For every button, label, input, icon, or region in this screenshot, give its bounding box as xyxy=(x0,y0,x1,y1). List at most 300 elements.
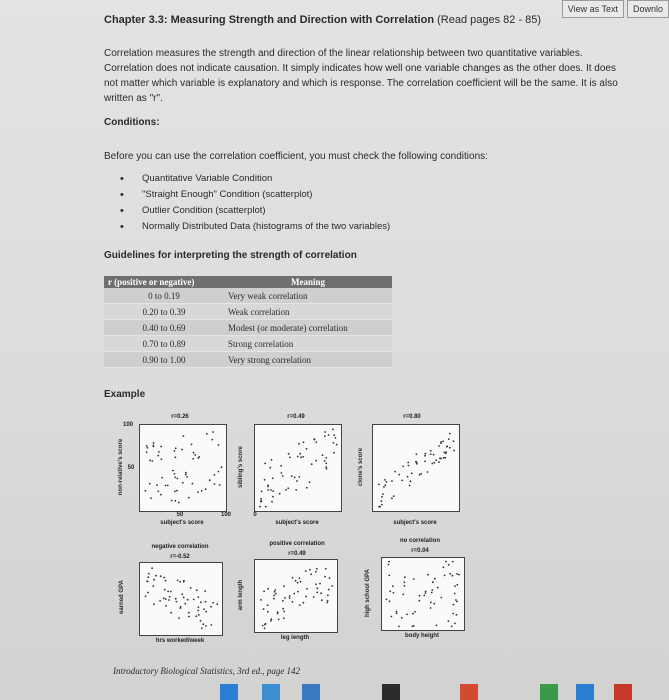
scatter-point xyxy=(168,599,170,601)
scatter-point xyxy=(170,612,172,614)
scatter-point xyxy=(449,573,451,575)
scatter-point xyxy=(212,431,214,433)
scatter-point xyxy=(413,578,415,580)
scatter-point xyxy=(271,501,273,503)
table-header-meaning: Meaning xyxy=(224,276,392,288)
scatter-point xyxy=(448,620,450,622)
cell-meaning: Very strong correlation xyxy=(224,352,392,368)
scatter-point xyxy=(299,453,301,455)
scatter-point xyxy=(391,480,393,482)
scatter-point xyxy=(205,625,207,627)
scatter-point xyxy=(165,485,167,487)
scatter-point xyxy=(331,585,333,587)
scatter-point xyxy=(444,575,446,577)
conditions-heading: Conditions: xyxy=(104,117,160,128)
example-heading: Example xyxy=(104,389,146,400)
scatter-point xyxy=(159,600,161,602)
scatter-point xyxy=(289,595,291,597)
scatter-point xyxy=(160,446,162,448)
scatter-point xyxy=(175,598,177,600)
scatter-point xyxy=(389,600,391,602)
scatter-point xyxy=(267,484,269,486)
scatter-point xyxy=(183,435,185,437)
scatter-point xyxy=(384,479,386,481)
scatter-point xyxy=(449,433,451,435)
scatter-point xyxy=(382,493,384,495)
scatter-point xyxy=(443,457,445,459)
plot-r-label: r=0.49 xyxy=(288,551,306,557)
scatter-point xyxy=(272,490,274,492)
scatter-point xyxy=(423,595,425,597)
scatter-point xyxy=(160,494,162,496)
scatter-point xyxy=(187,599,189,601)
scatter-point xyxy=(195,615,197,617)
scatter-point xyxy=(185,474,187,476)
scatter-point xyxy=(265,623,267,625)
scatter-point xyxy=(146,580,148,582)
scatter-point xyxy=(449,447,451,449)
scatter-point xyxy=(146,445,148,447)
plot-r-label: r=0.49 xyxy=(287,414,305,420)
scatter-point xyxy=(303,441,305,443)
scatter-point xyxy=(431,463,433,465)
scatter-point xyxy=(174,477,176,479)
scatter-point xyxy=(297,456,299,458)
scatter-point xyxy=(184,603,186,605)
scatter-point xyxy=(306,487,308,489)
scatter-point xyxy=(182,482,184,484)
cell-range: 0.40 to 0.69 xyxy=(104,320,224,336)
scatter-point xyxy=(218,471,220,473)
scatter-point xyxy=(149,483,151,485)
scatter-point xyxy=(316,592,318,594)
scatter-point xyxy=(454,585,456,587)
table-row xyxy=(104,352,392,368)
scatter-point xyxy=(315,583,317,585)
scatter-point xyxy=(439,457,441,459)
y-tick-label: 50 xyxy=(127,465,135,471)
scatter-point xyxy=(267,611,269,613)
scatter-point xyxy=(328,589,330,591)
plot-r-label: r=-0.52 xyxy=(170,554,190,560)
scatter-point xyxy=(412,626,414,628)
scatter-point xyxy=(401,617,403,619)
scatter-point xyxy=(260,599,262,601)
scatter-point xyxy=(283,585,285,587)
scatter-point xyxy=(177,580,179,582)
scatter-point xyxy=(282,475,284,477)
conditions-list xyxy=(120,171,390,235)
taskbar-app-icon[interactable] xyxy=(614,684,632,700)
x-axis-label: leg length xyxy=(280,635,310,641)
scatter-point xyxy=(430,607,432,609)
scatter-point xyxy=(196,589,198,591)
scatter-point xyxy=(430,450,432,452)
y-axis-label: high school GPA xyxy=(365,569,371,617)
scatter-point xyxy=(198,614,200,616)
scatter-point xyxy=(264,463,266,465)
scatter-point xyxy=(193,452,195,454)
table-row xyxy=(104,320,392,336)
scatter-point xyxy=(280,465,282,467)
scatter-point xyxy=(381,504,383,506)
scatter-point xyxy=(306,588,308,590)
scatter-point xyxy=(333,452,335,454)
scatter-point xyxy=(407,462,409,464)
scatter-point xyxy=(284,597,286,599)
scatter-point xyxy=(174,500,176,502)
scatter-point xyxy=(324,435,326,437)
scatter-point xyxy=(438,461,440,463)
scatter-point xyxy=(167,591,169,593)
scatter-point xyxy=(453,450,455,452)
scatter-point xyxy=(386,599,388,601)
scatter-point xyxy=(402,466,404,468)
scatter-point xyxy=(147,576,149,578)
scatter-point xyxy=(453,604,455,606)
scatter-point xyxy=(181,593,183,595)
x-axis-label: subject's score xyxy=(393,520,437,526)
scatter-point xyxy=(393,592,395,594)
scatter-point xyxy=(455,599,457,601)
scatter-point xyxy=(283,617,285,619)
taskbar-app-icon[interactable] xyxy=(382,684,400,700)
scatter-point xyxy=(451,626,453,628)
scatter-point xyxy=(185,472,187,474)
scatter-point xyxy=(319,583,321,585)
scatter-point xyxy=(273,598,275,600)
scatter-point xyxy=(192,483,194,485)
scatter-point xyxy=(398,626,400,628)
scatter-point xyxy=(325,466,327,468)
x-axis-label: subject's score xyxy=(275,520,319,526)
scatter-point xyxy=(209,479,211,481)
cell-range: 0 to 0.19 xyxy=(104,288,224,304)
plot-r-label: r=0.80 xyxy=(403,414,421,420)
scatter-point xyxy=(192,458,194,460)
scatter-point xyxy=(445,561,447,563)
scatter-point xyxy=(446,445,448,447)
plot-caption: positive correlation xyxy=(269,541,325,547)
scatter-point xyxy=(430,602,432,604)
taskbar-app-icon[interactable] xyxy=(576,684,594,700)
scatter-point xyxy=(153,442,155,444)
guidelines-heading: Guidelines for interpreting the strength of correlation xyxy=(104,250,357,261)
scatter-point xyxy=(324,576,326,578)
scatter-point xyxy=(179,581,181,583)
x-tick-label: 100 xyxy=(220,512,231,518)
scatter-point xyxy=(149,459,151,461)
scatterplot-bottom-2 xyxy=(254,559,338,633)
scatter-point xyxy=(296,480,298,482)
scatter-point xyxy=(448,438,450,440)
scatter-point xyxy=(169,596,171,598)
scatter-point xyxy=(263,590,265,592)
scatter-point xyxy=(175,456,177,458)
scatter-point xyxy=(419,595,421,597)
scatter-point xyxy=(311,463,313,465)
scatter-point xyxy=(167,485,169,487)
scatter-point xyxy=(425,453,427,455)
scatter-point xyxy=(316,568,318,570)
scatter-point xyxy=(153,603,155,605)
scatter-point xyxy=(325,568,327,570)
scatter-point xyxy=(384,484,386,486)
scatter-point xyxy=(218,444,220,446)
table-row xyxy=(104,288,392,304)
scatter-point xyxy=(431,589,433,591)
scatter-point xyxy=(175,447,177,449)
scatter-point xyxy=(221,466,223,468)
scatter-point xyxy=(452,575,454,577)
scatter-point xyxy=(263,608,265,610)
scatter-point xyxy=(456,573,458,575)
scatter-point xyxy=(172,470,174,472)
scatter-point xyxy=(282,608,284,610)
scatter-point xyxy=(188,497,190,499)
scatter-point xyxy=(176,490,178,492)
scatter-point xyxy=(396,612,398,614)
scatter-point xyxy=(456,584,458,586)
scatter-point xyxy=(191,444,193,446)
scatter-point xyxy=(150,497,152,499)
scatter-point xyxy=(293,593,295,595)
title-main: Chapter 3.3: Measuring Strength and Direction with Correlation xyxy=(104,14,435,26)
cell-meaning: Modest (or moderate) correlation xyxy=(224,320,392,336)
plot-r-label: r=0.26 xyxy=(171,414,189,420)
scatter-point xyxy=(158,451,160,453)
windows-start-icon[interactable] xyxy=(220,684,238,700)
scatter-point xyxy=(412,613,414,615)
cell-meaning: Strong correlation xyxy=(224,336,392,352)
scatter-point xyxy=(302,456,304,458)
scatter-point xyxy=(267,588,269,590)
scatter-point xyxy=(176,601,178,603)
scatter-point xyxy=(205,611,207,613)
scatter-point xyxy=(177,478,179,480)
y-tick-label: 100 xyxy=(122,422,133,428)
scatter-point xyxy=(454,623,456,625)
scatter-point xyxy=(193,599,195,601)
scatter-point xyxy=(165,605,167,607)
scatter-point xyxy=(418,600,420,602)
scatter-point xyxy=(314,439,316,441)
scatter-point xyxy=(157,455,159,457)
download-button[interactable]: Downlo xyxy=(627,0,669,18)
scatter-point xyxy=(431,592,433,594)
scatter-point xyxy=(419,474,421,476)
scatter-point xyxy=(160,575,162,577)
scatter-point xyxy=(299,577,301,579)
scatter-point xyxy=(275,593,277,595)
scatter-point xyxy=(299,604,301,606)
scatter-point xyxy=(157,491,159,493)
scatter-point xyxy=(205,601,207,603)
y-axis-label: non-relative's score xyxy=(118,438,124,496)
scatter-point xyxy=(197,596,199,598)
scatter-point xyxy=(292,577,294,579)
taskbar-app-icon[interactable] xyxy=(540,684,558,700)
scatter-point xyxy=(452,561,454,563)
scatter-point xyxy=(260,498,262,500)
scatter-point xyxy=(435,459,437,461)
scatter-point xyxy=(174,491,176,493)
scatter-point xyxy=(292,601,294,603)
taskbar-app-icon[interactable] xyxy=(302,684,320,700)
scatter-point xyxy=(200,620,202,622)
scatter-point xyxy=(438,445,440,447)
scatter-point xyxy=(267,604,269,606)
scatter-point xyxy=(420,473,422,475)
scatter-point xyxy=(295,489,297,491)
scatter-point xyxy=(147,592,149,594)
scatter-point xyxy=(156,484,158,486)
taskbar-app-icon[interactable] xyxy=(460,684,478,700)
scatter-point xyxy=(298,476,300,478)
scatter-point xyxy=(267,489,269,491)
scatter-point xyxy=(404,585,406,587)
scatter-point xyxy=(161,458,163,460)
scatter-point xyxy=(310,573,312,575)
scatter-point xyxy=(381,496,383,498)
scatter-point xyxy=(322,454,324,456)
scatterplot-top-3 xyxy=(372,424,460,512)
scatter-point xyxy=(291,475,293,477)
scatter-point xyxy=(181,449,183,451)
scatter-point xyxy=(321,599,323,601)
plot-caption: negative correlation xyxy=(151,544,209,550)
scatter-point xyxy=(194,454,196,456)
scatter-point xyxy=(165,598,167,600)
y-axis-label: earned GPA xyxy=(119,580,125,614)
scatter-point xyxy=(329,577,331,579)
scatter-point xyxy=(151,567,153,569)
scatter-point xyxy=(145,490,147,492)
scatter-point xyxy=(424,455,426,457)
scatter-point xyxy=(425,591,427,593)
scatter-point xyxy=(279,493,281,495)
scatter-point xyxy=(436,625,438,627)
scatter-point xyxy=(327,600,329,602)
taskbar-app-icon[interactable] xyxy=(262,684,280,700)
scatter-point xyxy=(277,611,279,613)
scatter-point xyxy=(440,597,442,599)
scatter-point xyxy=(315,441,317,443)
scatter-point xyxy=(285,489,287,491)
scatter-point xyxy=(414,611,416,613)
scatter-point xyxy=(264,479,266,481)
scatter-point xyxy=(270,620,272,622)
cell-meaning: Very weak correlation xyxy=(224,288,392,304)
scatterplot-bottom-1 xyxy=(139,562,223,636)
scatter-point xyxy=(200,601,202,603)
scatter-point xyxy=(164,589,166,591)
scatter-point xyxy=(309,569,311,571)
scatter-point xyxy=(320,592,322,594)
scatter-point xyxy=(297,591,299,593)
scatter-point xyxy=(315,460,317,462)
y-axis-label: sibling's score xyxy=(238,446,244,488)
scatter-point xyxy=(274,589,276,591)
scatter-point xyxy=(205,488,207,490)
scatter-point xyxy=(427,574,429,576)
scatterplot-bottom-3 xyxy=(381,557,465,631)
scatter-point xyxy=(152,445,154,447)
scatter-point xyxy=(148,573,150,575)
scatter-point xyxy=(300,581,302,583)
scatter-point xyxy=(270,489,272,491)
scatter-point xyxy=(433,603,435,605)
scatter-point xyxy=(392,585,394,587)
plot-r-label: r=0.04 xyxy=(411,548,429,554)
scatter-point xyxy=(305,596,307,598)
y-axis-label: arm length xyxy=(238,579,244,611)
scatter-point xyxy=(324,431,326,433)
scatter-point xyxy=(432,581,434,583)
scatter-point xyxy=(170,591,172,593)
scatter-point xyxy=(147,447,149,449)
scatter-point xyxy=(316,587,318,589)
x-axis-label: body height xyxy=(405,633,439,639)
cell-range: 0.90 to 1.00 xyxy=(104,352,224,368)
view-as-text-button[interactable]: View as Text xyxy=(562,0,624,18)
scatter-point xyxy=(315,571,317,573)
scatter-point xyxy=(272,477,274,479)
scatter-point xyxy=(287,487,289,489)
scatter-point xyxy=(396,611,398,613)
x-axis-label: hrs worked/week xyxy=(155,638,205,644)
scatter-point xyxy=(298,443,300,445)
scatter-point xyxy=(333,434,335,436)
scatter-point xyxy=(433,462,435,464)
list-item: • Outlier Condition (scatterplot) xyxy=(120,203,390,219)
scatter-point xyxy=(174,473,176,475)
scatter-point xyxy=(269,467,271,469)
scatter-point xyxy=(378,484,380,486)
scatter-point xyxy=(437,587,439,589)
scatter-point xyxy=(201,490,203,492)
scatter-point xyxy=(434,578,436,580)
scatter-point xyxy=(401,480,403,482)
scatter-point xyxy=(433,454,435,456)
scatter-point xyxy=(335,437,337,439)
scatter-point xyxy=(388,575,390,577)
scatter-point xyxy=(259,506,261,508)
scatter-point xyxy=(402,594,404,596)
scatter-point xyxy=(305,570,307,572)
scatter-point xyxy=(155,575,157,577)
scatter-point xyxy=(443,566,445,568)
scatter-point xyxy=(294,477,296,479)
scatter-point xyxy=(264,628,266,630)
cell-range: 0.70 to 0.89 xyxy=(104,336,224,352)
scatter-point xyxy=(309,481,311,483)
scatter-point xyxy=(219,484,221,486)
scatter-point xyxy=(203,608,205,610)
scatter-point xyxy=(388,561,390,563)
scatter-point xyxy=(201,627,203,629)
list-item: • Quantitative Variable Condition xyxy=(120,171,390,187)
conditions-lead: Before you can use the correlation coefficient, you must check the following conditions: xyxy=(104,151,488,162)
scatter-point xyxy=(452,613,454,615)
scatter-point xyxy=(440,442,442,444)
scatter-point xyxy=(283,611,285,613)
scatter-point xyxy=(212,602,214,604)
scatter-point xyxy=(197,457,199,459)
scatter-point xyxy=(198,606,200,608)
scatter-point xyxy=(295,580,297,582)
scatter-point xyxy=(211,439,213,441)
